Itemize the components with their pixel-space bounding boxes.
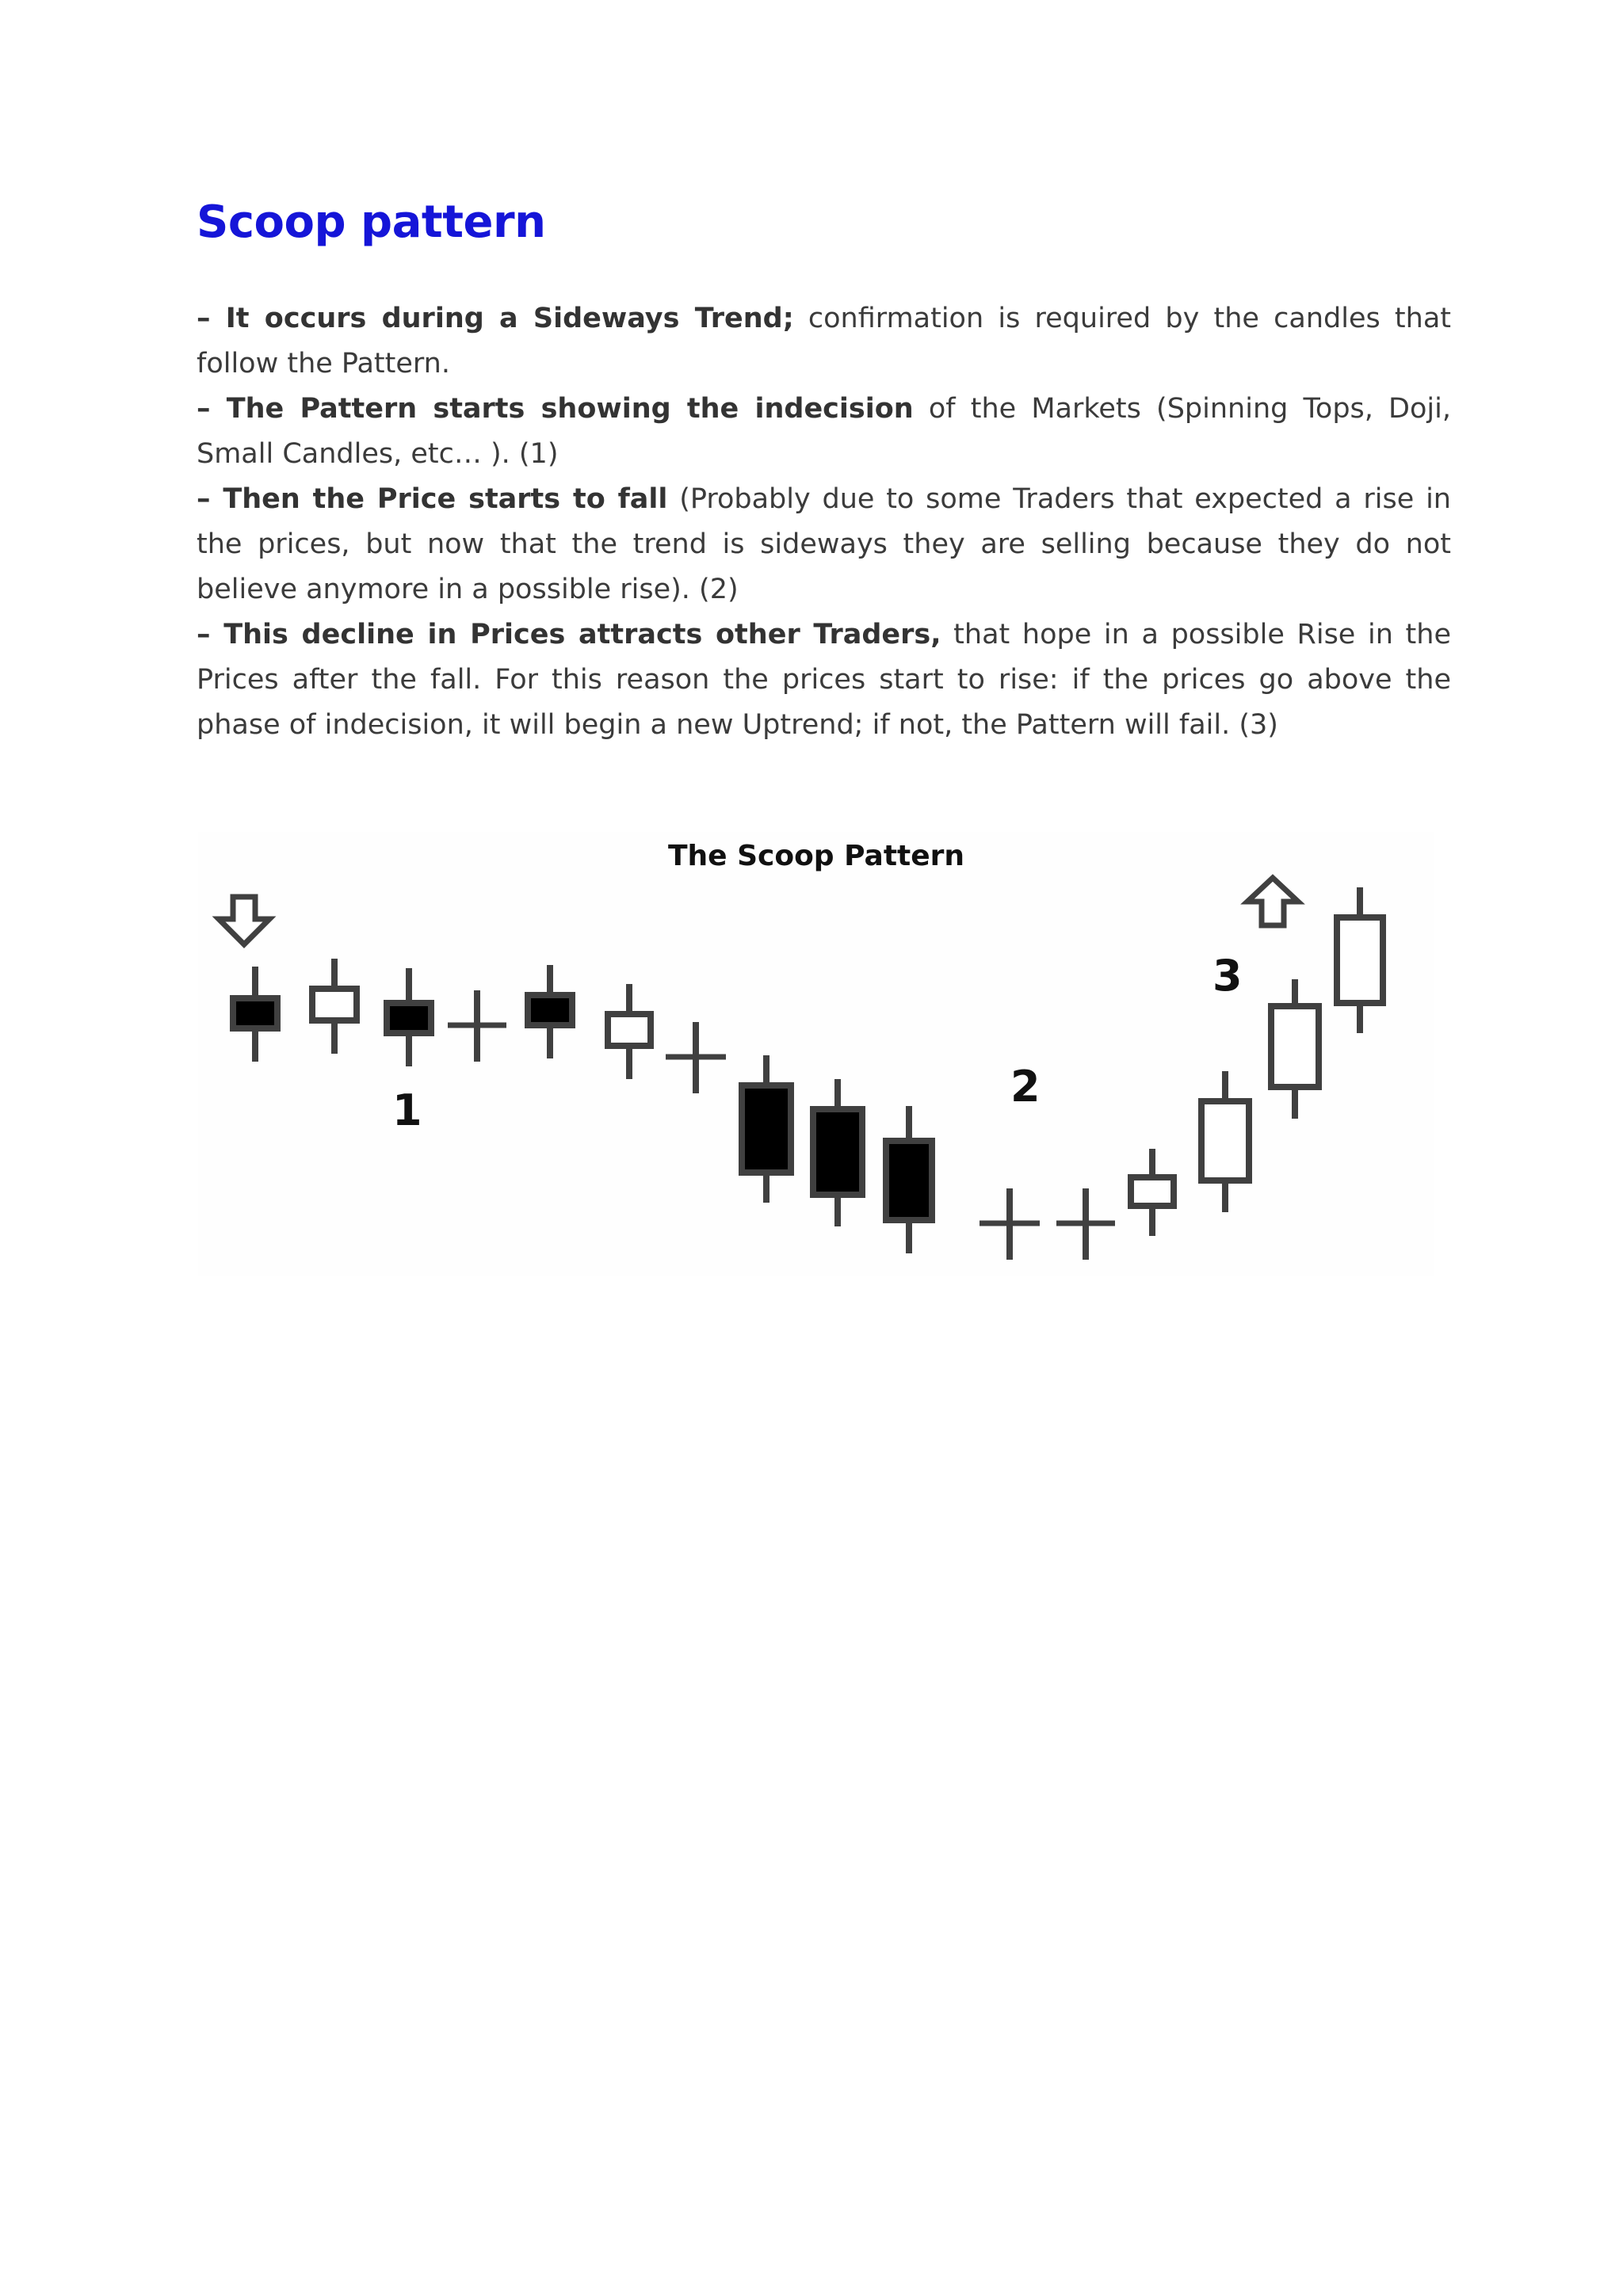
candle-body — [312, 989, 357, 1020]
page-title: Scoop pattern — [197, 196, 546, 248]
paragraph — [197, 387, 1451, 477]
body-text — [197, 296, 1451, 748]
candle-body — [886, 1141, 932, 1220]
phase-label-2: 2 — [1010, 1062, 1041, 1112]
paragraph-bold: – This decline in Prices attracts other Traders, — [197, 619, 941, 650]
figure-title: The Scoop Pattern — [667, 840, 965, 872]
phase-label-1: 1 — [392, 1085, 422, 1135]
bear-candle — [886, 1106, 932, 1253]
doji-candle — [1056, 1188, 1115, 1260]
candlestick-diagram — [198, 832, 1434, 1276]
doji-candle — [666, 1022, 726, 1093]
paragraph-bold: – It occurs during a Sideways Trend; — [197, 303, 794, 334]
paragraph-bold: – The Pattern starts showing the indecision — [197, 393, 914, 425]
paragraph-text: confirmation is required by the candles that follow the Pattern. — [197, 303, 1451, 379]
bear-candle — [742, 1055, 791, 1203]
down-arrow-icon — [219, 897, 269, 944]
bear-candle — [387, 968, 431, 1066]
candle-body — [813, 1109, 862, 1195]
paragraph-text: that hope in a possible Rise in the Prices after the fall. For this reason the prices start to rise: if the prices go above the phase of indecision, it will begin a new Uptrend; if not, the Pattern will fail. (3) — [197, 619, 1451, 741]
paragraph — [197, 612, 1451, 748]
bull-candle — [1131, 1149, 1174, 1236]
candle-body — [1271, 1006, 1319, 1087]
scoop-pattern-figure — [198, 832, 1434, 1276]
up-arrow-icon — [1247, 878, 1298, 925]
candle-body — [608, 1014, 651, 1046]
bear-candle — [528, 965, 572, 1058]
bull-candle — [1337, 887, 1383, 1033]
candle-body — [528, 995, 572, 1025]
paragraph-bold: – Then the Price starts to fall — [197, 483, 668, 515]
candle-body — [1131, 1177, 1174, 1206]
doji-candle — [980, 1188, 1040, 1260]
candle-body — [233, 998, 277, 1028]
bull-candle — [608, 984, 651, 1079]
candle-body — [742, 1085, 791, 1173]
bull-candle — [312, 959, 357, 1054]
bull-candle — [1271, 979, 1319, 1119]
paragraph-text: (Probably due to some Traders that expected a rise in the prices, but now that the trend is sideways they are selling because they do not believe anymore in a possible rise). (2) — [197, 483, 1451, 605]
candle-body — [1337, 917, 1383, 1003]
paragraph-text: of the Markets (Spinning Tops, Doji, Small Candles, etc… ). (1) — [197, 393, 1451, 470]
bear-candle — [233, 967, 277, 1062]
paragraph — [197, 477, 1451, 612]
candle-body — [1201, 1101, 1249, 1180]
bull-candle — [1201, 1071, 1249, 1212]
candle-body — [387, 1003, 431, 1033]
doji-candle — [448, 990, 506, 1062]
paragraph — [197, 296, 1451, 387]
phase-label-3: 3 — [1212, 951, 1243, 1001]
bear-candle — [813, 1079, 862, 1226]
